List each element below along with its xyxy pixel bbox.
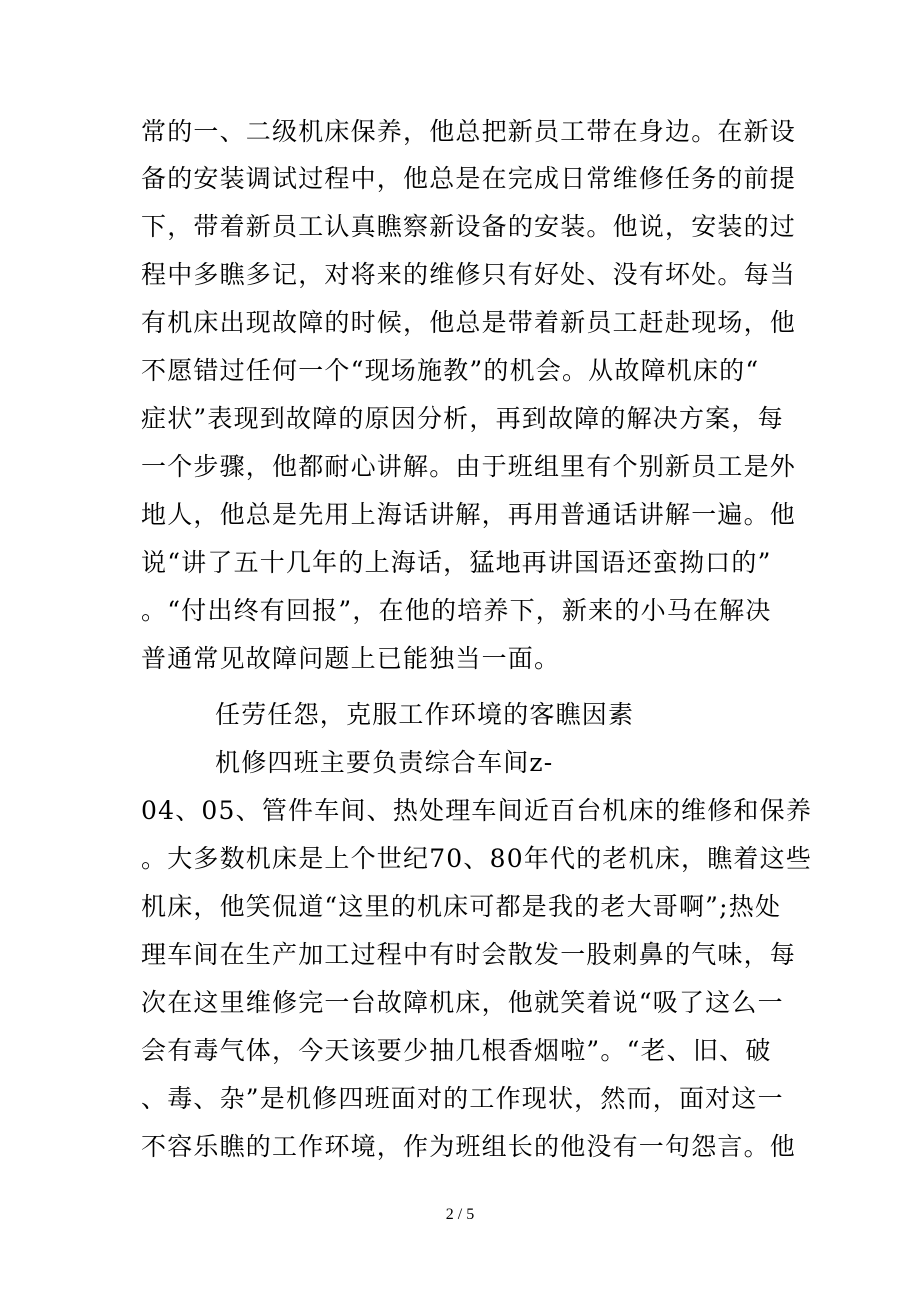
text-line: 不容乐瞧的工作环境，作为班组长的他没有一句怨言。他 (141, 1132, 797, 1161)
page-number: 2 / 5 (445, 1206, 475, 1223)
text-line: 症状”表现到故障的原因分析，再到故障的解决方案，每 (141, 404, 784, 433)
text-line: 。“付出终有回报”，在他的培养下，新来的小马在解决 (141, 596, 772, 625)
text-line: 04、05、管件车间、热处理车间近百台机床的维修和保养 (141, 796, 813, 825)
text-line: 说“讲了五十几年的上海话，猛地再讲国语还蛮拗口的” (141, 548, 772, 577)
section-heading: 任劳任怨，克服工作环境的客瞧因素 (215, 700, 635, 729)
text-line: 会有毒气体，今天该要少抽几根香烟啦”。“老、旧、破 (141, 1036, 772, 1065)
text-line: 机床，他笑侃道“这里的机床可都是我的老大哥啊”;热处 (141, 892, 782, 921)
text-line: 一个步骤，他都耐心讲解。由于班组里有个别新员工是外 (141, 452, 797, 481)
text-line: 不愿错过任何一个“现场施教”的机会。从故障机床的“ (141, 356, 760, 385)
text-line: 次在这里维修完一台故障机床，他就笑着说“吸了这么一 (141, 988, 784, 1017)
text-line: 机修四班主要负责综合车间z- (215, 748, 554, 777)
text-line: 备的安装调试过程中，他总是在完成日常维修任务的前提 (141, 164, 797, 193)
text-line: 常的一、二级机床保养，他总把新员工带在身边。在新设 (141, 117, 797, 146)
text-line: 下，带着新员工认真瞧察新设备的安装。他说，安装的过 (141, 212, 797, 241)
text-line: 、毒、杂”是机修四班面对的工作现状，然而，面对这一 (141, 1084, 784, 1113)
text-line: 理车间在生产加工过程中有时会散发一股刺鼻的气味，每 (141, 940, 797, 969)
text-line: 地人，他总是先用上海话讲解，再用普通话讲解一遍。他 (141, 500, 797, 529)
text-line: 普通常见故障问题上已能独当一面。 (141, 644, 561, 673)
text-line: 。大多数机床是上个世纪70、80年代的老机床，瞧着这些 (141, 844, 813, 873)
text-line: 有机床出现故障的时候，他总是带着新员工赶赴现场，他 (141, 308, 797, 337)
text-line: 程中多瞧多记，对将来的维修只有好处、没有坏处。每当 (141, 260, 797, 289)
